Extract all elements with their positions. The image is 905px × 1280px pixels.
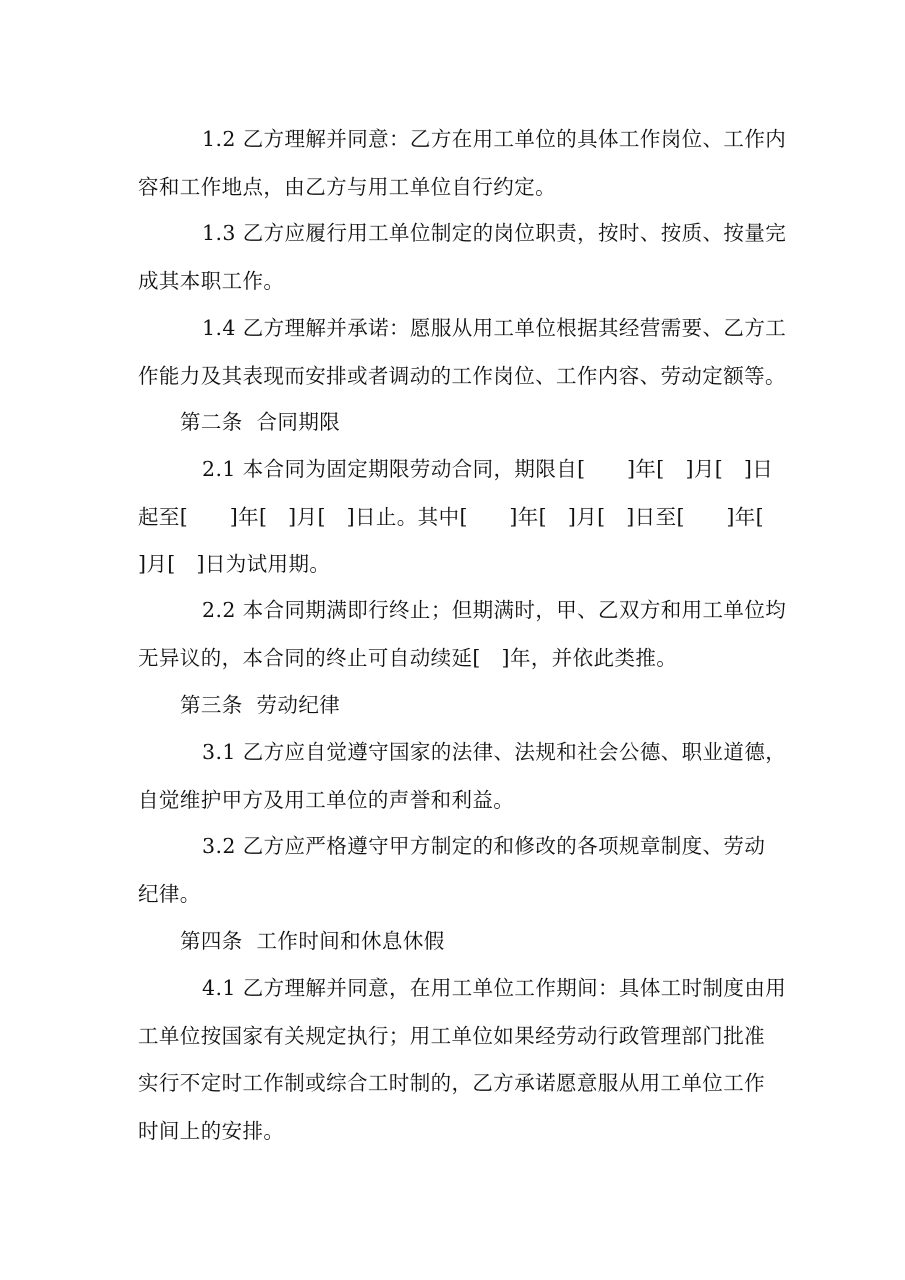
clause-3-2-line-2: 纪律。 <box>138 882 201 906</box>
article-4-heading: 第四条 工作时间和休息休假 <box>180 929 445 953</box>
clause-1-2-line-1: 1.2 乙方理解并同意：乙方在用工单位的具体工作岗位、工作内 <box>202 127 787 151</box>
clause-1-3-line-1: 1.3 乙方应履行用工单位制定的岗位职责，按时、按质、按量完 <box>202 221 787 245</box>
clause-2-2-line-1: 2.2 本合同期满即行终止；但期满时，甲、乙双方和用工单位均 <box>202 598 787 622</box>
clause-2-1-line-3: ]月[ ]日为试用期。 <box>138 552 331 576</box>
clause-4-1-line-3: 实行不定时工作制或综合工时制的，乙方承诺愿意服从用工单位工作 <box>138 1071 765 1095</box>
clause-4-1-line-2: 工单位按国家有关规定执行；用工单位如果经劳动行政管理部门批准 <box>138 1024 765 1048</box>
clause-3-1-line-1: 3.1 乙方应自觉遵守国家的法律、法规和社会公德、职业道德， <box>202 740 787 764</box>
clause-2-1-line-1: 2.1 本合同为固定期限劳动合同，期限自[ ]年[ ]月[ ]日 <box>202 457 774 481</box>
clause-1-2-line-2: 容和工作地点，由乙方与用工单位自行约定。 <box>138 175 556 199</box>
article-2-heading: 第二条 合同期限 <box>180 410 341 434</box>
clause-1-3-line-2: 成其本职工作。 <box>138 269 285 293</box>
clause-1-4-line-1: 1.4 乙方理解并承诺：愿服从用工单位根据其经营需要、乙方工 <box>202 316 787 340</box>
article-3-heading: 第三条 劳动纪律 <box>180 693 341 717</box>
clause-3-1-line-2: 自觉维护甲方及用工单位的声誉和利益。 <box>138 788 515 812</box>
clause-2-2-line-2: 无异议的，本合同的终止可自动续延[ ]年，并依此类推。 <box>138 646 678 670</box>
clause-4-1-line-4: 时间上的安排。 <box>138 1119 285 1143</box>
clause-1-4-line-2: 作能力及其表现而安排或者调动的工作岗位、工作内容、劳动定额等。 <box>138 364 786 388</box>
clause-2-1-line-2: 起至[ ]年[ ]月[ ]日止。其中[ ]年[ ]月[ ]日至[ ]年[ <box>138 505 765 529</box>
clause-3-2-line-1: 3.2 乙方应严格遵守甲方制定的和修改的各项规章制度、劳动 <box>202 834 766 858</box>
clause-4-1-line-1: 4.1 乙方理解并同意，在用工单位工作期间：具体工时制度由用 <box>202 976 787 1000</box>
